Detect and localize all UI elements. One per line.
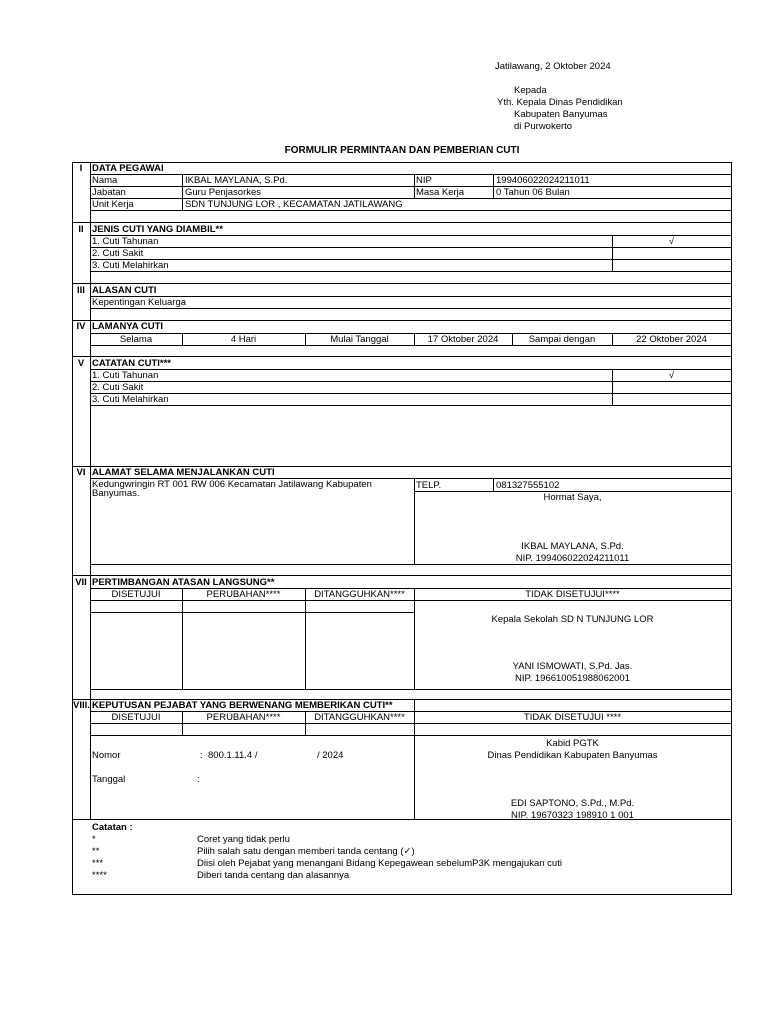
leave-type-option: 3. Cuti Melahirkan <box>92 260 169 271</box>
closing-regards: Hormat Saya, <box>543 492 602 503</box>
column-header: TIDAK DISETUJUI**** <box>525 589 620 600</box>
addressee: Yth. Kepala Dinas Pendidikan <box>497 97 623 108</box>
note-text: Diberi tanda centang dan alasannya <box>197 870 350 881</box>
colon: : <box>197 774 200 785</box>
section-heading: JENIS CUTI YANG DIAMBIL** <box>92 224 223 235</box>
field-label: TELP. <box>416 480 442 491</box>
official-role: Kabid PGTK <box>546 738 599 749</box>
column-header: DITANGGUHKAN**** <box>314 589 405 600</box>
employee-unit: SDN TUNJUNG LOR , KECAMATAN JATILAWANG <box>185 199 403 210</box>
leave-address-cont: Banyumas. <box>92 488 140 499</box>
section-number: II <box>78 224 84 235</box>
section-number: VII <box>75 577 87 588</box>
decision-number: 800.1.11.4 / <box>208 750 258 761</box>
decision-year: / 2024 <box>317 750 344 761</box>
addressee-line-2: Kabupaten Banyumas <box>514 109 608 120</box>
field-label: Unit Kerja <box>92 199 134 210</box>
note-mark: ** <box>92 846 100 857</box>
supervisor-role: Kepala Sekolah SD N TUNJUNG LOR <box>491 614 654 625</box>
leave-note-option: 3. Cuti Melahirkan <box>92 394 169 405</box>
column-header: TIDAK DISETUJUI **** <box>523 712 622 723</box>
applicant-nip: NIP. 199406022024211011 <box>515 553 630 564</box>
note-mark: **** <box>92 870 107 881</box>
official-name: EDI SAPTONO, S.Pd., M.Pd. <box>510 798 635 809</box>
leave-duration: 4 Hari <box>230 334 257 345</box>
section-number: VI <box>76 467 86 478</box>
field-label: Sampai dengan <box>528 334 596 345</box>
field-label: NIP <box>416 175 432 186</box>
leave-start-date: 17 Oktober 2024 <box>427 334 499 345</box>
note-text: Pilih salah satu dengan memberi tanda centang (✓) <box>197 846 415 857</box>
field-label: Nomor <box>92 750 121 761</box>
field-label: Mulai Tanggal <box>330 334 389 345</box>
field-label: Selama <box>119 334 153 345</box>
recipient-label: Kepada <box>514 85 547 96</box>
section-heading: DATA PEGAWAI <box>92 163 164 174</box>
employee-tenure: 0 Tahun 06 Bulan <box>496 187 570 198</box>
field-label: Tanggal <box>92 774 126 785</box>
leave-address: Kedungwringin RT 001 RW 006 Kecamatan Jatilawang Kabupaten <box>92 479 372 490</box>
place-date: Jatilawang, 2 Oktober 2024 <box>495 61 611 72</box>
checkmark: √ <box>668 370 675 381</box>
section-heading: PERTIMBANGAN ATASAN LANGSUNG** <box>92 577 275 588</box>
checkmark: √ <box>668 236 675 247</box>
phone-number: 081327555102 <box>496 480 560 491</box>
column-header: PERUBAHAN**** <box>206 589 281 600</box>
leave-reason: Kepentingan Keluarga <box>92 297 187 308</box>
employee-position: Guru Penjasorkes <box>185 187 262 198</box>
section-number: VIII. <box>73 700 90 711</box>
section-heading: LAMANYA CUTI <box>92 321 164 332</box>
column-header: DISETUJUI <box>111 712 161 723</box>
leave-type-option: 2. Cuti Sakit <box>92 248 144 259</box>
supervisor-name: YANI ISMOWATI, S.Pd. Jas. <box>512 661 633 672</box>
note-text: Coret yang tidak perlu <box>197 834 290 845</box>
leave-end-date: 22 Oktober 2024 <box>636 334 707 345</box>
official-agency: Dinas Pendidikan Kabupaten Banyumas <box>487 750 658 761</box>
leave-note-option: 2. Cuti Sakit <box>92 382 144 393</box>
section-number: IV <box>76 321 86 332</box>
supervisor-nip: NIP. 196610051988062001 <box>515 673 630 684</box>
section-number: V <box>77 358 85 369</box>
column-header: PERUBAHAN**** <box>206 712 281 723</box>
note-mark: *** <box>92 858 104 869</box>
field-label: Masa Kerja <box>416 187 465 198</box>
form-title: FORMULIR PERMINTAAN DAN PEMBERIAN CUTI <box>284 145 520 156</box>
section-heading: ALAMAT SELAMA MENJALANKAN CUTI <box>92 467 275 478</box>
addressee-line-3: di Purwokerto <box>514 121 573 132</box>
notes-heading: Catatan : <box>92 822 133 833</box>
note-mark: * <box>92 834 96 845</box>
employee-nip: 199406022024211011 <box>496 175 590 186</box>
employee-name: IKBAL MAYLANA, S.Pd. <box>185 175 288 186</box>
column-header: DITANGGUHKAN**** <box>314 712 405 723</box>
column-header: DISETUJUI <box>111 589 161 600</box>
leave-note-option: 1. Cuti Tahunan <box>92 370 159 381</box>
field-label: Jabatan <box>92 187 126 198</box>
field-label: Nama <box>92 175 118 186</box>
colon: : <box>200 750 203 761</box>
note-text: Diisi oleh Pejabat yang menangani Bidang Kepegawean sebelumP3K mengajukan cuti <box>197 858 562 869</box>
leave-type-option: 1. Cuti Tahunan <box>92 236 159 247</box>
section-heading: KEPUTUSAN PEJABAT YANG BERWENANG MEMBERIKAN CUTI** <box>92 700 393 711</box>
section-number: I <box>79 163 83 174</box>
section-heading: CATATAN CUTI*** <box>92 358 171 369</box>
applicant-name: IKBAL MAYLANA, S.Pd. <box>521 541 624 552</box>
official-nip: NIP. 19670323 198910 1 001 <box>511 810 634 821</box>
section-heading: ALASAN CUTI <box>92 285 157 296</box>
section-number: III <box>77 285 85 296</box>
